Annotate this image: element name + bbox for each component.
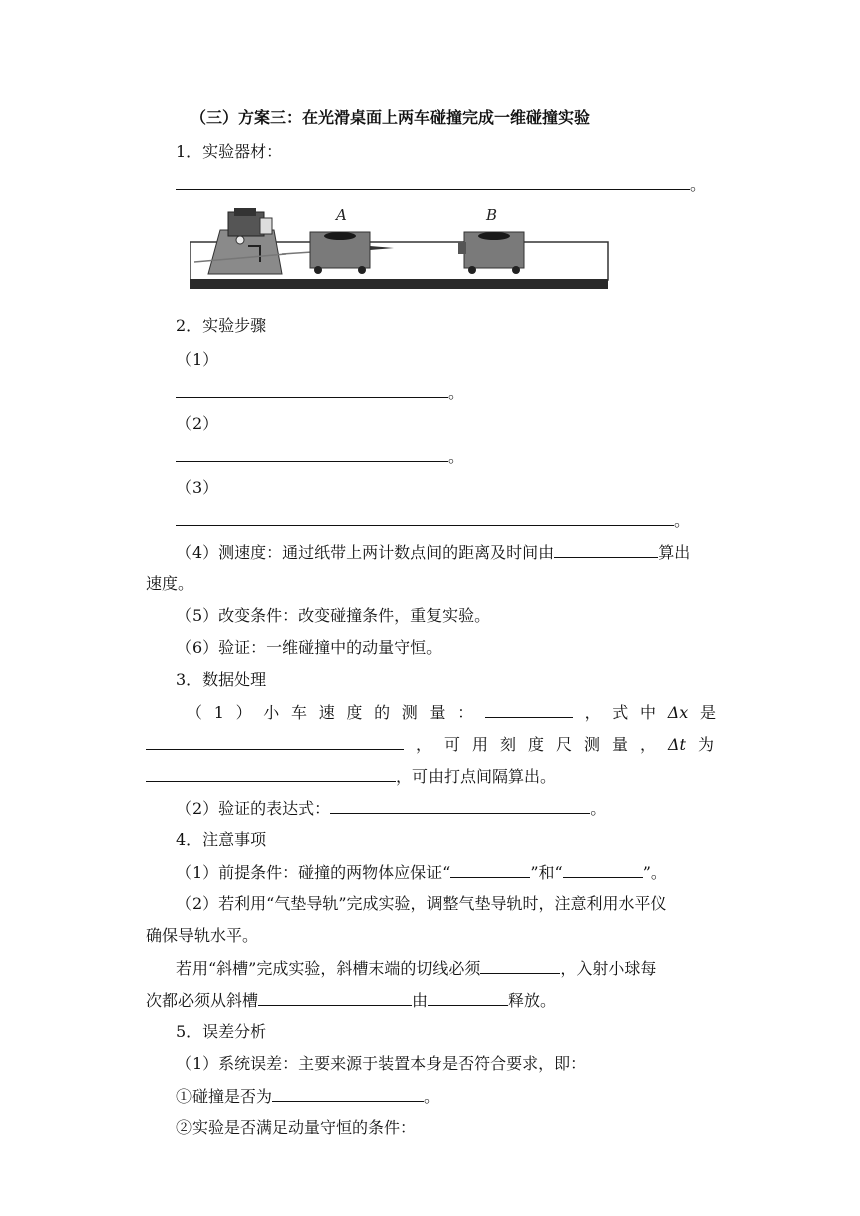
step-4-line-2: 速度。 [146, 574, 195, 593]
tangent-blank[interactable] [480, 958, 560, 974]
error-1-a: ①碰撞是否为 。 [176, 1087, 441, 1106]
track-base [190, 279, 608, 289]
step-1-blank[interactable]: 。 [176, 382, 464, 403]
step-1-label: （1） [176, 350, 219, 369]
materials-blank[interactable]: 。 [176, 174, 706, 195]
error-1: （1）系统误差：主要来源于装置本身是否符合要求，即： [176, 1054, 587, 1073]
note-1: （1）前提条件：碰撞的两物体应保证“ ”和“ ”。 [176, 863, 667, 882]
note-2-line-1: （2）若利用“气垫导轨”完成实验，调整气垫导轨时，注意利用水平仪 [176, 894, 667, 913]
step-6: （6）验证：一维碰撞中的动量守恒。 [176, 638, 443, 657]
step-3-blank[interactable]: 。 [176, 510, 690, 531]
condition-blank-2[interactable] [563, 862, 643, 878]
verification-expression: （2）验证的表达式： 。 [176, 799, 607, 818]
expression-blank[interactable] [330, 798, 590, 814]
data-processing-line-3: ，可由打点间隔算出。 [146, 766, 556, 787]
velocity-formula-blank[interactable] [485, 702, 573, 718]
item-5-heading: 5．误差分析 [176, 1022, 267, 1041]
data-processing-line-1: （ 1 ） 小 车 速 度 的 测 量 ： ， 式 中 Δx 是 [186, 703, 716, 722]
step-5: （5）改变条件：改变碰撞条件，重复实验。 [176, 606, 491, 625]
collision-type-blank[interactable] [272, 1086, 424, 1102]
cart-b-label: B [486, 206, 498, 224]
item-3-heading: 3．数据处理 [176, 670, 267, 689]
note-3-line-2: 次都必须从斜槽 由 释放。 [146, 991, 557, 1010]
step-2-blank[interactable]: 。 [176, 446, 464, 467]
step-2-label: （2） [176, 414, 219, 433]
delta-x-blank[interactable] [146, 734, 404, 750]
delta-t-blank[interactable] [146, 766, 396, 782]
release-blank[interactable] [428, 990, 508, 1006]
data-processing-line-2: ， 可 用 刻 度 尺 测 量 ， Δt 为 [146, 734, 714, 755]
cart-b [458, 232, 524, 274]
step-4-blank[interactable] [554, 542, 658, 558]
condition-blank-1[interactable] [450, 862, 530, 878]
position-blank[interactable] [258, 990, 412, 1006]
note-3-line-1: 若用“斜槽”完成实验，斜槽末端的切线必须 ，入射小球每 [176, 959, 657, 978]
error-1-b: ②实验是否满足动量守恒的条件： [176, 1118, 417, 1137]
item-4-heading: 4．注意事项 [176, 830, 267, 849]
section-title: （三）方案三：在光滑桌面上两车碰撞完成一维碰撞实验 [190, 108, 591, 127]
cart-a-label: A [336, 206, 347, 224]
experiment-apparatus-figure [190, 206, 610, 292]
note-2-line-2: 确保导轨水平。 [146, 926, 259, 945]
step-3-label: （3） [176, 478, 219, 497]
item-2-heading: 2．实验步骤 [176, 316, 267, 335]
item-1-heading: 1．实验器材： [176, 142, 283, 161]
step-4-line-1: （4）测速度：通过纸带上两计数点间的距离及时间由 算出 [176, 543, 691, 562]
